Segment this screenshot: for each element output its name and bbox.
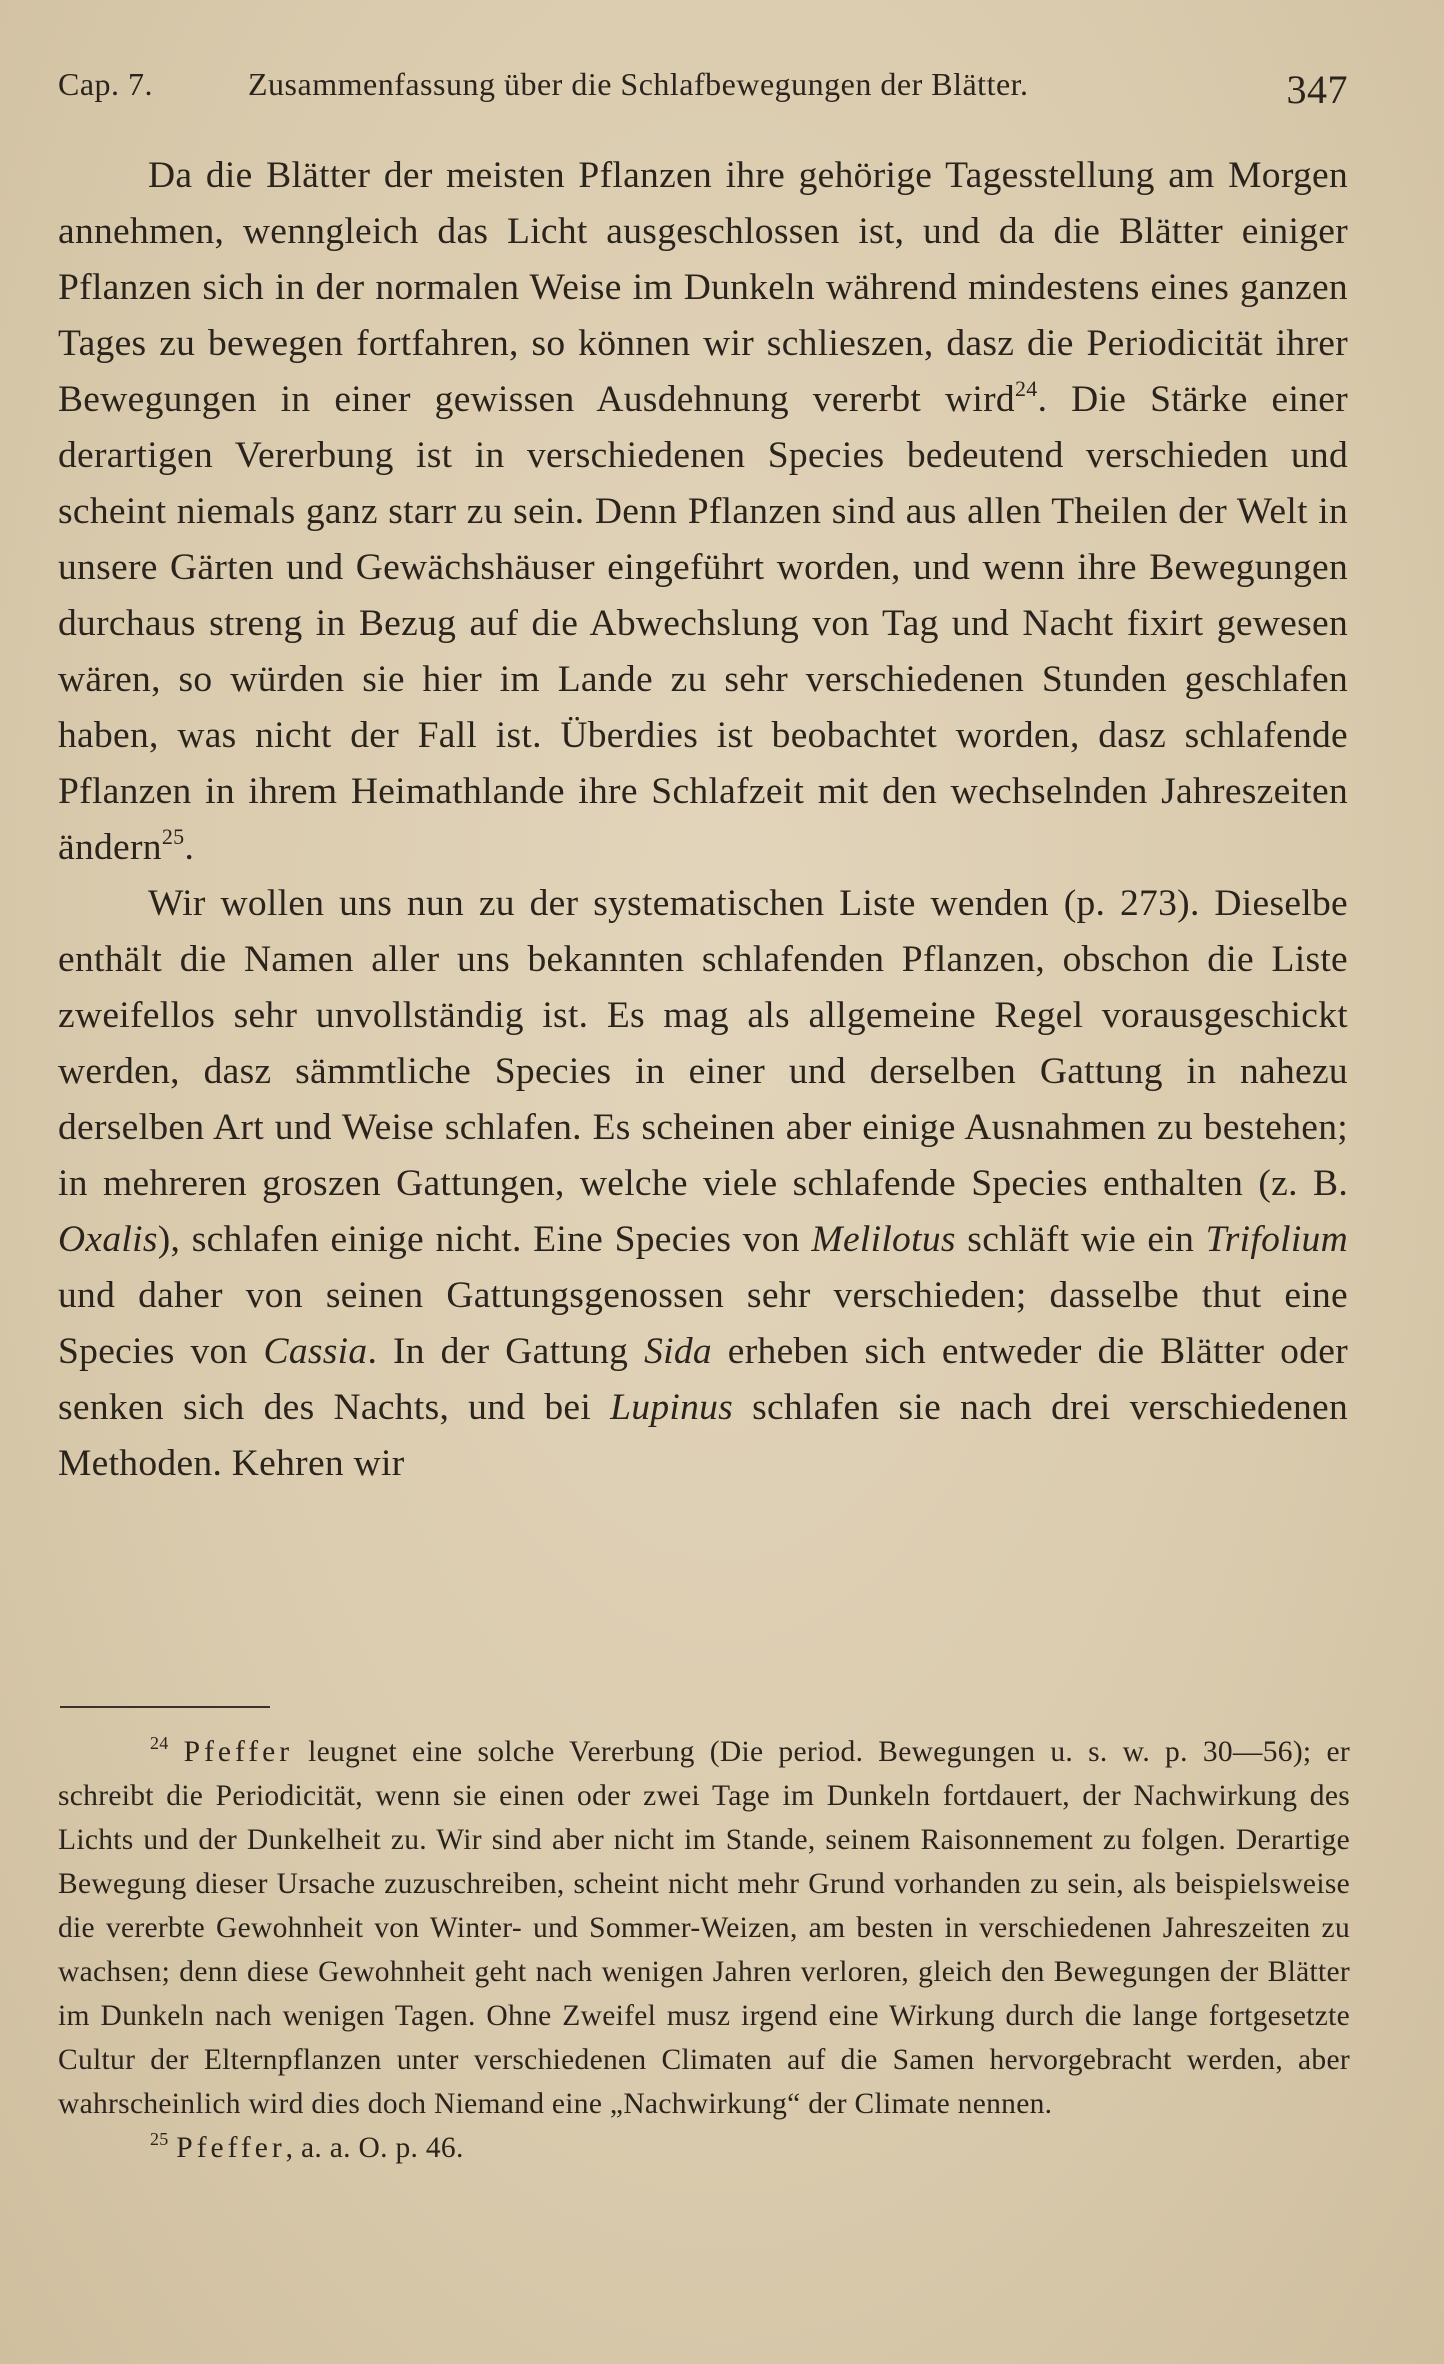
footnote-author: Pfeffer xyxy=(183,1736,294,1768)
genus-lupinus: Lupinus xyxy=(610,1387,734,1428)
footnote-25 xyxy=(58,2126,1350,2170)
main-text xyxy=(58,148,1348,1492)
paragraph-2-part-6: erheben sich entweder die Blätter oder senken sich des Nachts, und bei xyxy=(58,1331,1348,1428)
paragraph-2-part-4: und daher von seinen Gattungsgenossen sehr verschieden; dasselbe thut eine Species von xyxy=(58,1275,1348,1372)
running-title: Zusammenfassung über die Schlafbewegungen der Blätter. xyxy=(248,66,1029,102)
paragraph-2-part-7: schlafen sie nach drei verschiedenen Methoden. Kehren wir xyxy=(58,1387,1348,1484)
footnotes xyxy=(58,1730,1350,2170)
footnote-text: leugnet eine solche Vererbung (Die period. Bewegungen u. s. w. p. 30—56); er schreibt die Periodicität, wenn sie einen oder zwei Tage im Dunkeln fortdauert, der Nachwirkung des Lichts und der Dunkelheit zu. Wir sind aber nicht im Stande, seinem Raisonnement zu folgen. Derartige Bewegung dieser Ursache zuzuschreiben, scheint nicht mehr Grund vorhanden zu sein, als beispielsweise die vererbte Gewohnheit von Winter- und Sommer-Weizen, am besten in verschiedenen Jahreszeiten zu wachsen; denn diese Gewohnheit geht nach wenigen Jahren verloren, gleich den Bewegungen der Blätter im Dunkeln nach wenigen Tagen. Ohne Zweifel musz irgend eine Wirkung durch die lange fortgesetzte Cultur der Elternpflanzen unter verschiedenen Climaten auf die Samen hervorgebracht werden, aber wahrscheinlich wird dies doch Niemand eine „Nachwirkung“ der Climate nennen. xyxy=(58,1736,1350,2120)
footnote-24 xyxy=(58,1730,1350,2126)
genus-oxalis: Oxalis xyxy=(58,1219,158,1260)
chapter-label: Cap. 7. xyxy=(58,66,154,102)
footnote-ref-24[interactable]: 24 xyxy=(1014,376,1038,401)
paragraph-2-part-5: . In der Gattung xyxy=(367,1331,645,1372)
paragraph-2-part-1: Wir wollen uns nun zu der systematischen Liste wenden (p. 273). Dieselbe enthält die Namen aller uns bekannten schlafenden Pflanzen, obschon die Liste zweifellos sehr unvollständig ist. Es mag als allgemeine Regel vorausgeschickt werden, dasz sämmtliche Species in einer und derselben Gattung in nahezu derselben Art und Weise schlafen. Es scheinen aber einige Ausnahmen zu bestehen; in mehreren groszen Gattungen, welche viele schlafende Species enthalten (z. B. xyxy=(58,883,1348,1204)
running-header xyxy=(58,58,1348,118)
paragraph-2-part-2: ), schlafen einige nicht. Eine Species von xyxy=(157,1219,812,1260)
paragraph-1-part-c: . xyxy=(184,827,195,868)
footnote-ref-25[interactable]: 25 xyxy=(161,824,185,849)
paragraph-1-part-a: Da die Blätter der meisten Pflanzen ihre gehörige Tagesstellung am Morgen annehmen, wenngleich das Licht ausgeschlossen ist, und da die Blätter einiger Pflanzen sich in der normalen Weise im Dunkeln während mindestens eines ganzen Tages zu bewegen fortfahren, so können wir schlieszen, dasz die Periodicität ihrer Bewegungen in einer gewissen Ausdehnung vererbt wird xyxy=(58,155,1348,420)
paragraph-1 xyxy=(58,148,1348,876)
paragraph-2 xyxy=(58,876,1348,1492)
footnote-number: 24 xyxy=(150,1733,169,1753)
genus-cassia: Cassia xyxy=(263,1331,368,1372)
footnote-author: Pfeffer xyxy=(176,2132,286,2164)
genus-melilotus: Melilotus xyxy=(811,1219,956,1260)
paragraph-1-part-b: . Die Stärke einer derartigen Vererbung ist in verschiedenen Species bedeutend verschieden und scheint niemals ganz starr zu sein. Denn Pflanzen sind aus allen Theilen der Welt in unsere Gärten und Gewächshäuser eingeführt worden, und wenn ihre Bewegungen durchaus streng in Bezug auf die Abwechslung von Tag und Nacht fixirt gewesen wären, so würden sie hier im Lande zu sehr verschiedenen Stunden geschlafen haben, was nicht der Fall ist. Überdies ist beobachtet worden, dasz schlafende Pflanzen in ihrem Heimathlande ihre Schlafzeit mit den wechselnden Jahreszeiten ändern xyxy=(58,379,1349,868)
footnote-text: , a. a. O. p. 46. xyxy=(285,2132,464,2164)
paragraph-2-part-3: schläft wie ein xyxy=(955,1219,1206,1260)
footnote-divider xyxy=(60,1706,270,1708)
footnote-number: 25 xyxy=(150,2129,169,2149)
page-number: 347 xyxy=(1286,67,1348,112)
genus-sida: Sida xyxy=(644,1331,712,1372)
genus-trifolium: Trifolium xyxy=(1205,1219,1348,1260)
